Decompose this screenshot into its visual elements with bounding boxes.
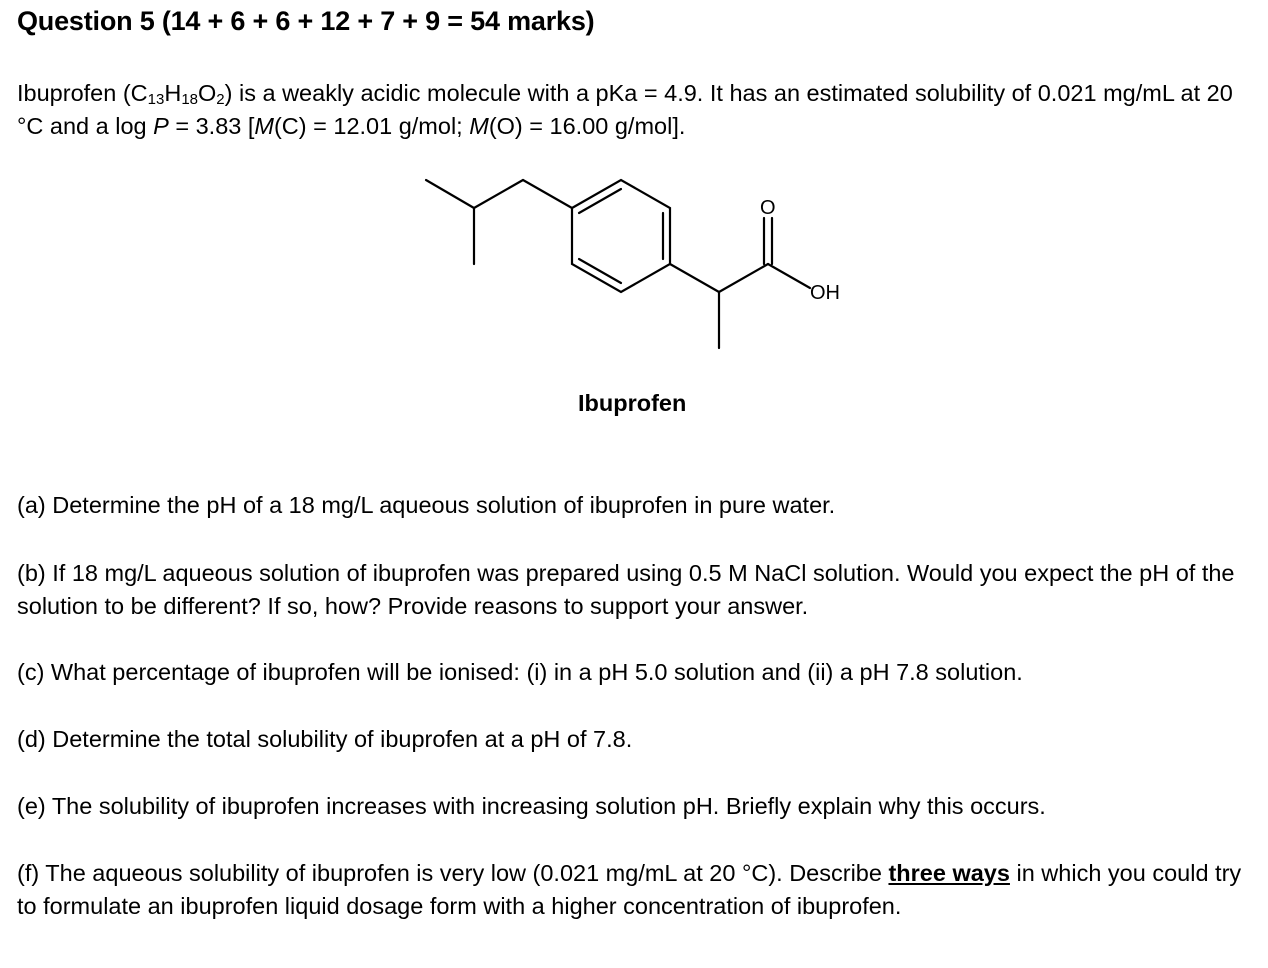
benzene-ring: [572, 180, 670, 292]
question-part-b: (b) If 18 mg/L aqueous solution of ibuprofen was prepared using 0.5 M NaCl solution. Would you expect the pH of the solution to be different? If so, how? Provide reasons to support your answer.: [17, 560, 1235, 619]
molar-mass-o-symbol: M: [469, 113, 489, 139]
oxygen-subscript: 2: [216, 91, 225, 108]
question-title: Question 5 (14 + 6 + 6 + 12 + 7 + 9 = 54 marks): [17, 6, 595, 36]
question-part-a: (a) Determine the pH of a 18 mg/L aqueous solution of ibuprofen in pure water.: [17, 492, 836, 518]
question-part-f: [17, 857, 1257, 923]
ibuprofen-structure: [400, 160, 860, 360]
carbon-subscript: 13: [147, 91, 165, 108]
intro-text-2: H: [164, 80, 182, 106]
intro-paragraph: [17, 77, 1257, 143]
hydrogen-subscript: 18: [181, 91, 198, 108]
bond-ring-alpha: [670, 264, 719, 292]
intro-text-7: (O) = 16.00 g/mol].: [488, 113, 686, 139]
intro-text-6: (C) = 12.01 g/mol;: [273, 113, 470, 139]
part-f-emphasis: three ways: [888, 860, 1010, 886]
bond-alpha-carbonyl: [719, 264, 768, 292]
bond-carbon-hydroxyl: [768, 264, 810, 288]
part-f-text-1: (f) The aqueous solubility of ibuprofen is very low (0.021 mg/mL at 20 °C). Describe: [17, 860, 889, 886]
hydroxyl-label: OH: [810, 282, 840, 304]
bond-methyl-1: [426, 180, 474, 208]
intro-text-5: = 3.83 [: [168, 113, 255, 139]
question-part-d: (d) Determine the total solubility of ibuprofen at a pH of 7.8.: [17, 726, 633, 752]
question-part-e: (e) The solubility of ibuprofen increases with increasing solution pH. Briefly explain why this occurs.: [17, 793, 1046, 819]
bond-ch2-ring: [523, 180, 572, 208]
oxygen-label: O: [760, 197, 776, 219]
intro-text-3: O: [198, 80, 217, 106]
intro-text-1: Ibuprofen (C: [17, 80, 148, 106]
question-part-c: (c) What percentage of ibuprofen will be ionised: (i) in a pH 5.0 solution and (ii) a pH 7.8 solution.: [17, 659, 1023, 685]
intro-text-4: ) is a weakly acidic molecule with a pKa = 4.9. It has an estimated solubility of 0.021 mg/mL at 20 °C and a log: [17, 80, 1233, 139]
molar-mass-c-symbol: M: [254, 113, 274, 139]
logp-symbol: P: [153, 113, 169, 139]
part-f-text-2: in which you could try to formulate an ibuprofen liquid dosage form with a higher concentration of ibuprofen.: [17, 860, 1242, 919]
molecule-caption: Ibuprofen: [578, 390, 687, 416]
bond-ch-ch2: [474, 180, 523, 208]
